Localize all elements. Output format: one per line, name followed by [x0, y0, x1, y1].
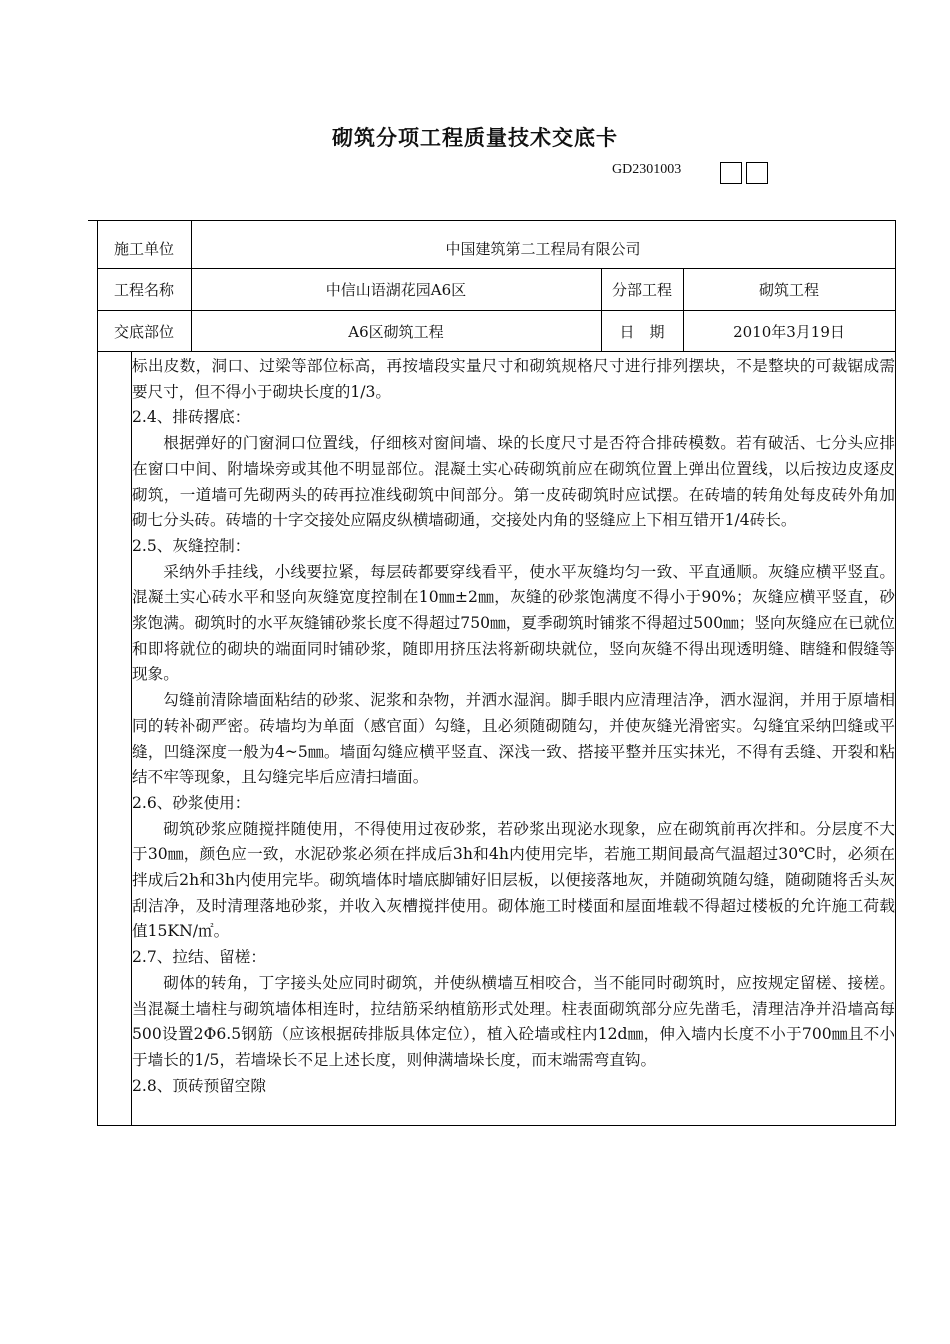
section-heading: 2.8、顶砖预留空隙	[132, 1076, 266, 1095]
unit-value: 中国建筑第二工程局有限公司	[445, 239, 641, 258]
part-label: 交底部位	[113, 322, 174, 341]
date-value: 2010年3月19日	[733, 322, 845, 341]
project-value: 中信山语湖花园A6区	[325, 280, 467, 299]
unit-label: 施工单位	[113, 239, 174, 258]
paragraph: 采纳外手挂线，小线要拉紧，每层砖都要穿线看平，使水平灰缝均匀一致、平直通顺。灰缝应横平竖直。混凝土实心砖水平和竖向灰缝宽度控制在10㎜±2㎜，灰缝的砂浆饱满度不得小于90%；灰缝应横平竖直，砂浆饱满。砌筑时的水平灰缝铺砂浆长度不得超过750㎜，夏季砌筑时铺浆不得超过500㎜；竖向灰缝应在已就位和即将就位的砌块的端面同时铺砂浆，随即用挤压法将新砌块就位，竖向灰缝不得出现透明缝、瞎缝和假缝等现象。	[132, 562, 895, 684]
document-code: GD2301003	[612, 162, 682, 177]
subproject-label: 分部工程	[611, 280, 672, 299]
paragraph: 勾缝前清除墙面粘结的砂浆、泥浆和杂物，并洒水湿润。脚手眼内应清理洁净，洒水湿润，并用于原墙相同的转补砌严密。砖墙均为单面（感官面）勾缝，且必须随砌随勾，并使灰缝光滑密实。勾缝宜采纳凹缝或平缝，凹缝深度一般为4~5㎜。墙面勾缝应横平竖直、深浅一致、搭接平整并压实抹光，不得有丢缝、开裂和粘结不牢等现象，且勾缝完毕后应清扫墙面。	[132, 691, 895, 787]
subproject-value: 砌筑工程	[758, 280, 819, 299]
project-label: 工程名称	[113, 280, 174, 299]
paragraph: 砌筑砂浆应随搅拌随使用，不得使用过夜砂浆，若砂浆出现泌水现象，应在砌筑前再次拌和。分层度不大于30㎜，颜色应一致，水泥砂浆必须在拌成后3h和4h内使用完毕，若施工期间最高气温超过30℃时，必须在拌成后2h和3h内使用完毕。砌筑墙体时墙底脚铺好旧层板，以便接落地灰，并随砌筑随勾缝，随砌随将舌头灰刮洁净，及时清理落地砂浆，并收入灰槽搅拌使用。砌体施工时楼面和屋面堆载不得超过楼板的允许施工荷载值15KN/㎡。	[132, 819, 895, 941]
paragraph: 根据弹好的门窗洞口位置线，仔细核对窗间墙、垛的长度尺寸是否符合排砖模数。若有破活、七分头应排在窗口中间、附墙垛旁或其他不明显部位。混凝土实心砖砌筑前应在砌筑位置上弹出位置线，以后按边皮逐皮砌筑，一道墙可先砌两头的砖再拉准线砌筑中间部分。第一皮砖砌筑时应试摆。在砖墙的转角处每皮砖外角加砌七分头砖。砖墙的十字交接处应隔皮纵横墙砌通，交接处内角的竖缝应上下相互错开1/4砖长。	[132, 434, 895, 530]
part-value: A6区砌筑工程	[348, 322, 444, 341]
date-label: 日 期	[619, 322, 665, 341]
disclosure-content	[132, 354, 895, 1099]
checkbox-1[interactable]	[720, 162, 742, 184]
table-line-right	[895, 220, 896, 1126]
table-line-left	[97, 220, 98, 1126]
table-line-row3	[97, 351, 896, 352]
section-heading: 2.6、砂浆使用：	[132, 793, 251, 812]
page-title: 砌筑分项工程质量技术交底卡	[332, 125, 618, 150]
section-heading: 2.5、灰缝控制：	[132, 536, 251, 555]
table-line-top	[97, 220, 896, 221]
section-heading: 2.4、排砖撂底：	[132, 408, 251, 427]
checkbox-2[interactable]	[746, 162, 768, 184]
paragraph: 标出皮数，洞口、过梁等部位标高，再按墙段实量尺寸和砌筑规格尺寸进行排列摆块，不是整块的可裁锯成需要尺寸，但不得小于砌块长度的1/3。	[132, 357, 895, 401]
table-line-top-stub	[88, 220, 97, 221]
paragraph: 砌体的转角，丁字接头处应同时砌筑，并使纵横墙互相咬合，当不能同时砌筑时，应按规定留槎、接槎。当混凝土墙柱与砌筑墙体相连时，拉结筋采纳植筋形式处理。柱表面砌筑部分应先凿毛，清理洁净并沿墙高每500设置2Φ6.5钢筋（应该根据砖排版具体定位），植入砼墙或柱内12d㎜，伸入墙内长度不小于700㎜且不小于墙长的1/5，若墙垛长不足上述长度，则伸满墙垛长度，而末端需弯直钩。	[132, 973, 895, 1069]
section-heading: 2.7、拉结、留槎：	[132, 948, 266, 967]
table-line-bottom	[97, 1125, 896, 1126]
